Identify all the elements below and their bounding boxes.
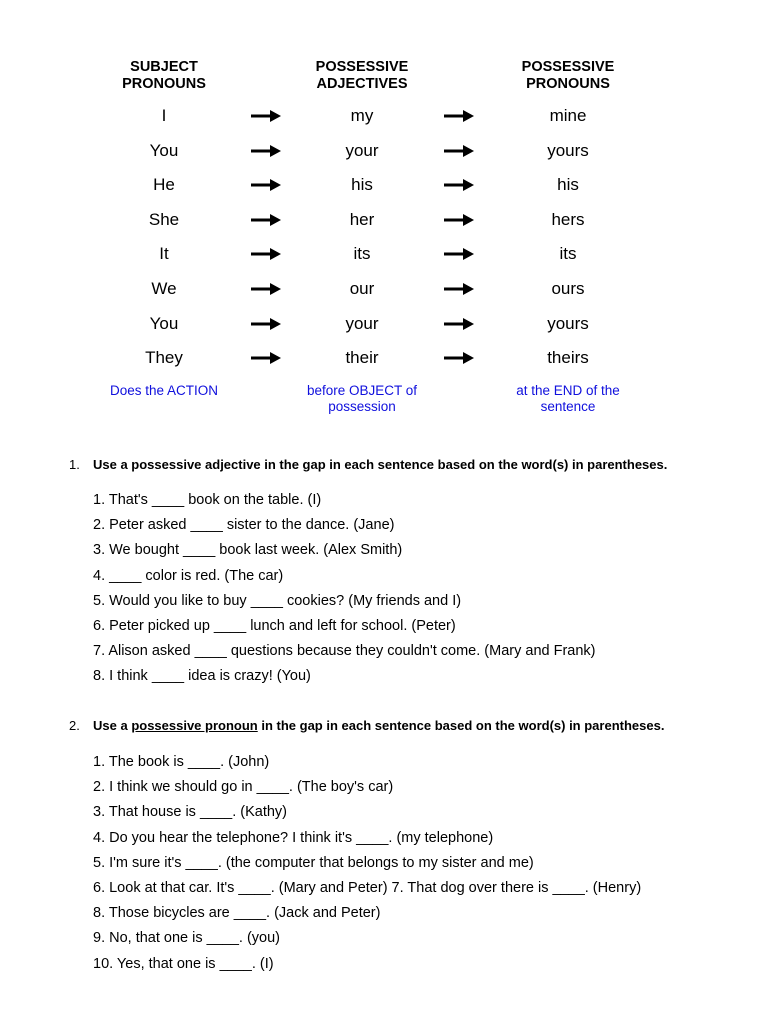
- pronoun-row: [0, 279, 768, 313]
- exercise1-item: 4. ____ color is red. (The car): [93, 567, 284, 584]
- exercise1-item: 7. Alison asked ____ questions because they couldn't come. (Mary and Frank): [93, 643, 596, 660]
- possessive-pronoun: yours: [547, 140, 589, 160]
- exercise1-item: 6. Peter picked up ____ lunch and left for school. (Peter): [93, 617, 456, 634]
- header-possessive-pronouns: POSSESSIVE PRONOUNS: [521, 59, 615, 92]
- exercise1-item: 5. Would you like to buy ____ cookies? (My friends and I): [93, 592, 462, 609]
- right-arrow-icon: [444, 352, 474, 364]
- possessive-pronoun: its: [559, 244, 577, 264]
- subject-pronoun: They: [145, 348, 183, 368]
- caption-adjectives: before OBJECT of possession: [306, 383, 418, 414]
- exercise2-item: 1. The book is ____. (John): [93, 754, 270, 770]
- subject-pronoun: You: [149, 140, 179, 160]
- right-arrow-icon: [444, 283, 474, 295]
- right-arrow-icon: [444, 318, 474, 330]
- exercise2-instruction-underlined: possessive pronoun: [131, 718, 258, 733]
- right-arrow-icon: [444, 179, 474, 191]
- possessive-pronoun: ours: [551, 279, 585, 298]
- right-arrow-icon: [444, 145, 474, 157]
- exercise2-number: 2.: [69, 718, 80, 733]
- exercise2-instruction: [69, 718, 664, 734]
- right-arrow-icon: [444, 248, 474, 260]
- right-arrow-icon: [444, 214, 474, 226]
- possessive-adjective: their: [345, 348, 379, 368]
- possessive-adjective: our: [349, 279, 375, 298]
- exercise1-item: 1. That's ____ book on the table. (I): [93, 492, 322, 508]
- exercise1-item: 3. We bought ____ book last week. (Alex Smith): [93, 542, 403, 559]
- subject-pronoun: You: [149, 313, 179, 333]
- possessive-pronoun: theirs: [547, 348, 589, 368]
- possessive-adjective: her: [349, 209, 375, 229]
- possessive-pronoun: yours: [547, 313, 589, 333]
- exercise2-item: 5. I'm sure it's ____. (the computer that belongs to my sister and me): [93, 854, 534, 871]
- exercise1-item: 2. Peter asked ____ sister to the dance. (Jane): [93, 517, 395, 534]
- pronoun-row: [0, 141, 768, 175]
- pronoun-row: [0, 175, 768, 209]
- possessive-adjective: your: [345, 313, 379, 333]
- header-possessive-adjectives: POSSESSIVE ADJECTIVES: [315, 59, 409, 92]
- pronoun-row: [0, 106, 768, 140]
- exercise2-item: 9. No, that one is ____. (you): [93, 930, 280, 947]
- subject-pronoun: I: [161, 106, 167, 125]
- exercise2-item: 6. Look at that car. It's ____. (Mary and Peter) 7. That dog over there is ____. (Henry): [93, 879, 642, 896]
- exercise2-item: 3. That house is ____. (Kathy): [93, 804, 287, 821]
- possessive-adjective: his: [351, 175, 373, 195]
- possessive-pronoun: hers: [551, 209, 585, 229]
- caption-subject: Does the ACTION: [109, 383, 219, 398]
- possessive-adjective: its: [353, 244, 371, 264]
- possessive-adjective: your: [345, 140, 379, 160]
- exercise2-item: 10. Yes, that one is ____. (I): [93, 955, 274, 972]
- subject-pronoun: It: [159, 244, 169, 264]
- pronoun-row: [0, 348, 768, 382]
- header-subject-pronouns: SUBJECT PRONOUNS: [122, 59, 206, 92]
- right-arrow-icon: [444, 110, 474, 122]
- exercise2-item: 4. Do you hear the telephone? I think it's ____. (my telephone): [93, 829, 494, 846]
- pronoun-row: [0, 314, 768, 348]
- exercise1-item: 8. I think ____ idea is crazy! (You): [93, 668, 311, 685]
- pronoun-row: [0, 244, 768, 278]
- pronoun-row: [0, 210, 768, 244]
- exercise1-list: [93, 492, 596, 694]
- exercise1-instruction: [69, 457, 667, 473]
- exercise1-instruction-text: Use a possessive adjective in the gap in each sentence based on the word(s) in parentheses.: [93, 457, 668, 472]
- possessive-pronoun: his: [557, 175, 579, 195]
- exercise2-instruction-before: Use a: [93, 718, 132, 733]
- exercise2-list: [93, 754, 641, 981]
- subject-pronoun: He: [153, 175, 175, 195]
- caption-pronouns: at the END of the sentence: [516, 383, 620, 414]
- exercise2-instruction-after: in the gap in each sentence based on the word(s) in parentheses.: [257, 718, 665, 733]
- possessive-adjective: my: [350, 106, 374, 125]
- exercise2-item: 2. I think we should go in ____. (The boy's car): [93, 779, 394, 796]
- subject-pronoun: She: [148, 209, 180, 229]
- possessive-pronoun: mine: [549, 106, 587, 125]
- exercise2-item: 8. Those bicycles are ____. (Jack and Peter): [93, 905, 381, 922]
- exercise1-number: 1.: [69, 457, 80, 472]
- subject-pronoun: We: [151, 279, 177, 298]
